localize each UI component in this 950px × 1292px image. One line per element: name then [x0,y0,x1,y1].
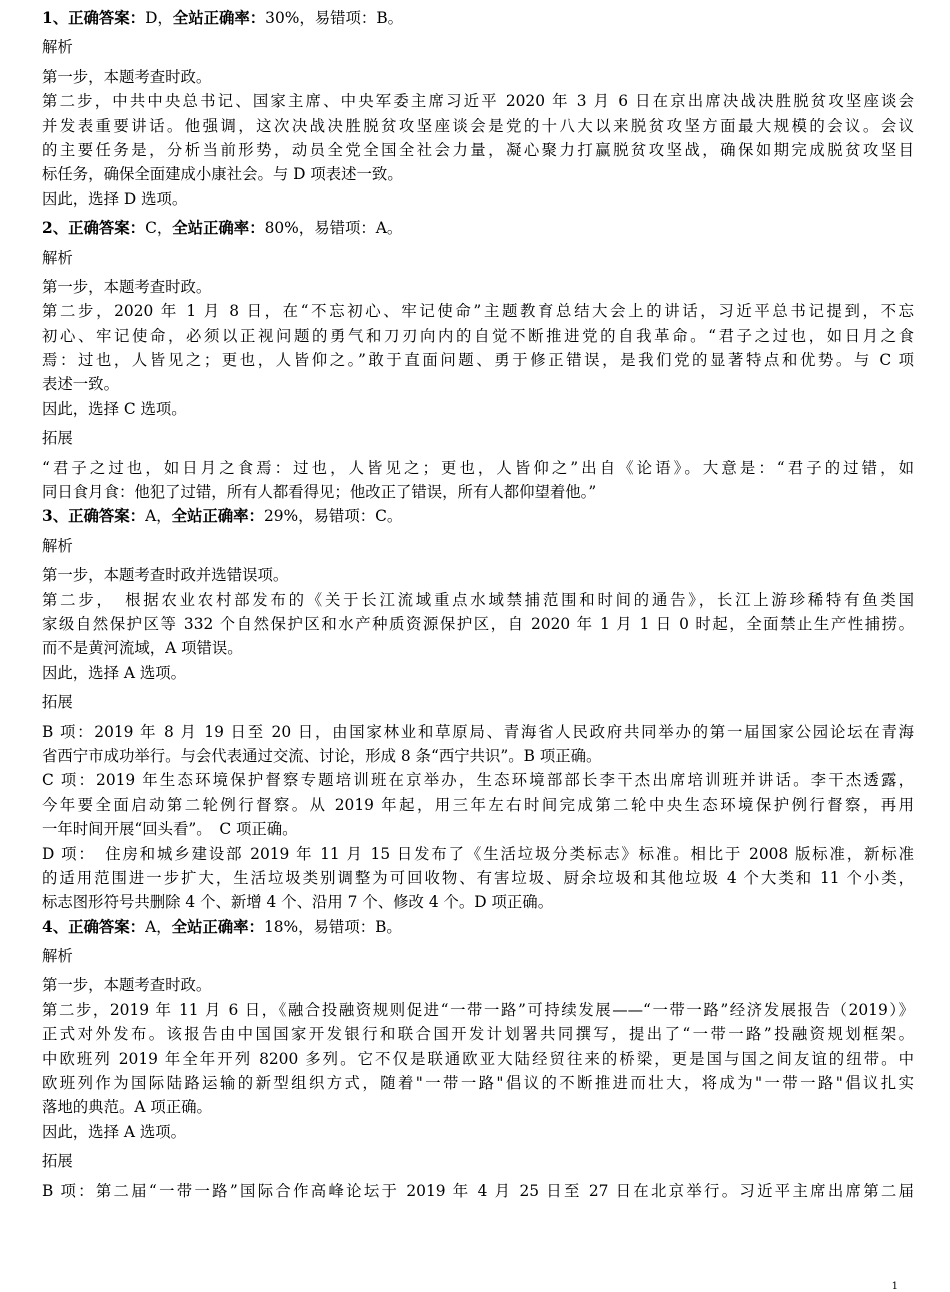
rate-label: 全站正确率： [171,917,264,936]
q3-option-c-line: 一年时间开展“回头看”。 C 项正确。 [42,820,298,839]
q1-text-line: 标任务，确保全面建成小康社会。与 D 项表述一致。 [42,165,403,184]
rate-label: 全站正确率： [171,507,264,526]
q1-text-line: 第二步，中共中央总书记、国家主席、中央军委主席习近平 2020 年 3 月 6 日在京出席决战决胜脱贫攻坚座谈会 [42,92,914,111]
q3-option-d-line: 的适用范围进一步扩大，生活垃圾类别调整为可回收物、有害垃圾、厨余垃圾和其他垃圾 4 个大类和 11 个小类， [42,868,914,887]
q2-analysis-heading: 解析 [42,248,73,267]
answer-value: A， [145,917,172,936]
q1-answer-header [42,6,914,30]
q2-text-line: 第一步，本题考查时政。 [42,277,212,296]
rate-value: 18%，易错项：B。 [263,917,402,936]
q1-text-line: 并发表重要讲话。他强调，这次决战决胜脱贫攻坚座谈会是党的十八大以来脱贫攻坚方面最大规模的会议。会议 [42,116,914,135]
q2-text-line: 焉：过也，人皆见之；更也，人皆仰之。”敢于直面问题、勇于修正错误，是我们党的显著特点和优势。与 C 项 [42,351,914,370]
q2-extension-line: “君子之过也，如日月之食焉：过也，人皆见之；更也，人皆仰之”出自《论语》。大意是：“君子的过错，如 [42,458,914,477]
q3-extension-heading: 拓展 [42,693,73,712]
q3-text-line: 第二步， 根据农业农村部发布的《关于长江流域重点水域禁捕范围和时间的通告》，长江上游珍稀特有鱼类国 [42,590,914,609]
q3-option-c-line: C 项：2019 年生态环境保护督察专题培训班在京举办，生态环境部部长李干杰出席培训班并讲话。李干杰透露， [42,771,914,790]
answer-value: C， [145,219,173,238]
q4-text-line: 第二步，2019 年 11 月 6 日，《融合投融资规则促进“一带一路”可持续发展——“一带一路”经济发展报告（2019）》 [42,1000,914,1019]
q2-answer-header [42,216,914,240]
q4-text-line: 落地的典范。A 项正确。 [42,1098,212,1117]
rate-value: 80%，易错项：A。 [264,219,403,238]
q4-text-line: 中欧班列 2019 年全年开列 8200 多列。它不仅是联通欧亚大陆经贸往来的桥梁，更是国与国之间友谊的纽带。中 [42,1049,914,1068]
q2-text-line: 初心、牢记使命，必须以正视问题的勇气和刀刃向内的自觉不断推进党的自我革命。“君子之过也，如日月之食 [42,326,914,345]
q2-text-line: 第二步，2020 年 1 月 8 日，在“不忘初心、牢记使命”主题教育总结大会上的讲话，习近平总书记提到，不忘 [42,302,914,321]
q3-text-line: 而不是黄河流域，A 项错误。 [42,639,243,658]
q4-conclusion: 因此，选择 A 选项。 [42,1122,187,1141]
q1-text-line: 的主要任务是，分析当前形势，动员全党全国全社会力量，凝心聚力打赢脱贫攻坚战，确保如期完成脱贫攻坚目 [42,140,914,159]
rate-label: 全站正确率： [172,9,266,27]
answer-value: A， [145,507,172,526]
page-number: 1 [891,1281,898,1292]
answer-label: 4、正确答案： [42,917,146,936]
q2-text-line: 表述一致。 [42,375,119,394]
q4-text-line: 正式对外发布。该报告由中国国家开发银行和联合国开发计划署共同撰写，提出了“一带一路”投融资规划框架。 [42,1025,914,1044]
q2-extension-line: 同日食月食：他犯了过错，所有人都看得见；他改正了错误，所有人都仰望着他。” [42,483,597,502]
q2-extension-heading: 拓展 [42,429,73,448]
rate-label: 全站正确率： [172,219,265,238]
q1-text-line: 第一步，本题考查时政。 [42,67,212,86]
answer-label: 1、正确答案： [42,9,146,27]
q2-conclusion: 因此，选择 C 选项。 [42,399,187,418]
q3-text-line: 第一步，本题考查时政并选错误项。 [42,566,289,585]
rate-value: 30%，易错项：B。 [265,9,404,27]
answer-label: 2、正确答案： [42,219,146,238]
q3-analysis-heading: 解析 [42,536,73,555]
answer-label: 3、正确答案： [42,507,146,526]
q3-option-b-line: 省西宁市成功举行。与会代表通过交流、讨论，形成 8 条“西宁共识”。B 项正确。 [42,746,602,765]
q3-conclusion: 因此，选择 A 选项。 [42,663,187,682]
q1-analysis-heading: 解析 [42,38,73,57]
q3-text-line: 家级自然保护区等 332 个自然保护区和水产种质资源保护区，自 2020 年 1 月 1 日 0 时起，全面禁止生产性捕捞。 [42,614,914,633]
q3-option-d-line: D 项： 住房和城乡建设部 2019 年 11 月 15 日发布了《生活垃圾分类标志》标准。相比于 2008 版标准，新标准 [42,844,914,863]
q3-answer-header [42,504,914,528]
q1-conclusion: 因此，选择 D 选项。 [42,189,188,208]
q4-option-b-line: B 项：第二届“一带一路”国际合作高峰论坛于 2019 年 4 月 25 日至 27 日在北京举行。习近平主席出席第二届 [42,1181,914,1200]
answer-value: D， [145,9,173,27]
q4-answer-header [42,915,914,939]
rate-value: 29%，易错项：C。 [263,507,403,526]
q3-option-d-line: 标志图形符号共删除 4 个、新增 4 个、沿用 7 个、修改 4 个。D 项正确。 [42,893,554,912]
q4-text-line: 第一步，本题考查时政。 [42,976,212,995]
q3-option-c-line: 今年要全面启动第二轮例行督察。从 2019 年起，用三年左右时间完成第二轮中央生态环境保护例行督察，再用 [42,795,914,814]
q3-option-b-line: B 项：2019 年 8 月 19 日至 20 日，由国家林业和草原局、青海省人民政府共同举办的第一届国家公园论坛在青海 [42,722,914,741]
q4-text-line: 欧班列作为国际陆路运输的新型组织方式，随着"一带一路"倡议的不断推进而壮大，将成为"一带一路"倡议扎实 [42,1074,914,1093]
q4-extension-heading: 拓展 [42,1152,73,1171]
q4-analysis-heading: 解析 [42,947,73,966]
